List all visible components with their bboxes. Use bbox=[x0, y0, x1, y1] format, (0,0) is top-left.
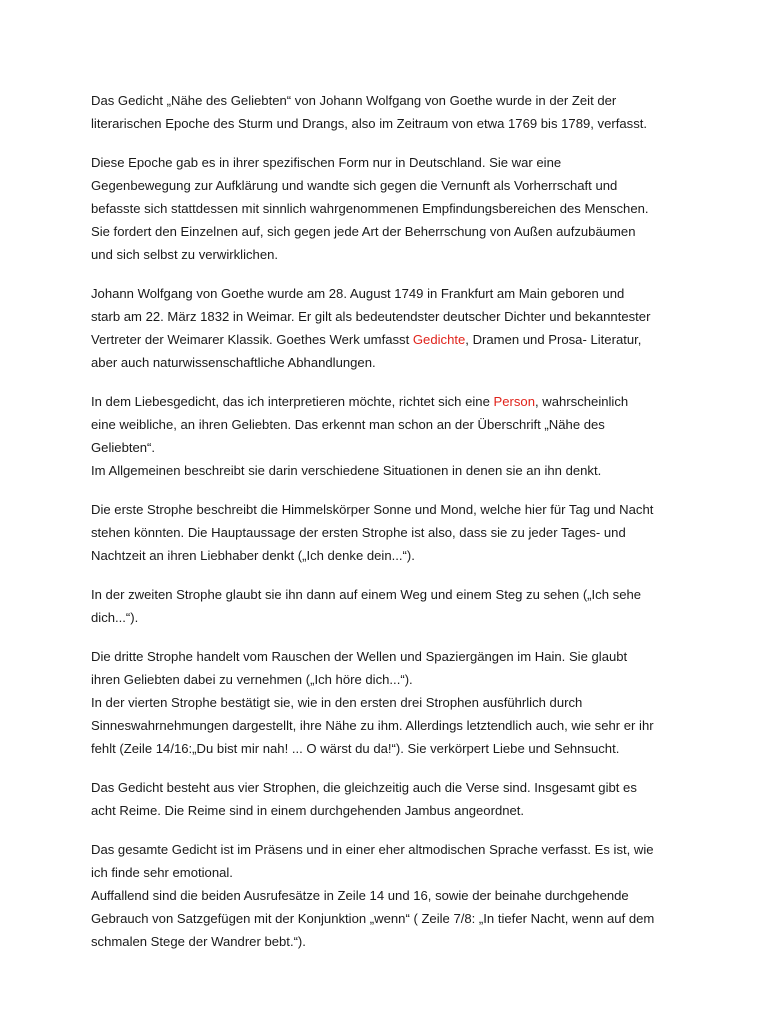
text-line: Das Gedicht besteht aus vier Strophen, die gleichzeitig auch die Verse sind. Insgesamt gibt es bbox=[91, 780, 637, 795]
text-line: fehlt (Zeile 14/16:„Du bist mir nah! ... O wärst du da!“). Sie verkörpert Liebe und Sehnsucht. bbox=[91, 741, 620, 756]
text-line: Die erste Strophe beschreibt die Himmelskörper Sonne und Mond, welche hier für Tag und Nacht bbox=[91, 502, 654, 517]
link-gedichte[interactable]: Gedichte bbox=[412, 332, 466, 347]
text-line: Die dritte Strophe handelt vom Rauschen der Wellen und Spaziergängen im Hain. Sie glaubt bbox=[91, 649, 628, 664]
text-line: In der vierten Strophe bestätigt sie, wie in den ersten drei Strophen ausführlich durch bbox=[91, 695, 583, 710]
text-line: Das gesamte Gedicht ist im Präsens und in einer eher altmodischen Sprache verfasst. Es ist, wie bbox=[91, 842, 654, 857]
text-line: ihren Geliebten dabei zu vernehmen („Ich höre dich...“). bbox=[91, 672, 413, 687]
text-line bbox=[91, 328, 691, 351]
text-line: befasste sich stattdessen mit sinnlich wahrgenommenen Empfindungsbereichen des Menschen. bbox=[91, 201, 649, 216]
text-line: Diese Epoche gab es in ihrer spezifischen Form nur in Deutschland. Sie war eine bbox=[91, 155, 562, 170]
text-line: Geliebten“. bbox=[91, 440, 156, 455]
text-segment: Vertreter der Weimarer Klassik. Goethes Werk umfasst bbox=[91, 332, 413, 347]
text-line: Gegenbewegung zur Aufklärung und wandte sich gegen die Vernunft als Vorherrschaft und bbox=[91, 178, 618, 193]
text-line: Gebrauch von Satzgefügen mit der Konjunktion „wenn“ ( Zeile 7/8: „In tiefer Nacht, wenn auf dem bbox=[91, 911, 655, 926]
text-line: In der zweiten Strophe glaubt sie ihn dann auf einem Weg und einem Steg zu sehen („Ich sehe bbox=[91, 587, 642, 602]
text-line: Sie fordert den Einzelnen auf, sich gegen jede Art der Beherrschung von Außen aufzubäumen bbox=[91, 224, 636, 239]
text-line: Im Allgemeinen beschreibt sie darin verschiedene Situationen in denen sie an ihn denkt. bbox=[91, 463, 602, 478]
text-line: Auffallend sind die beiden Ausrufesätze in Zeile 14 und 16, sowie der beinahe durchgehende bbox=[91, 888, 629, 903]
document-page bbox=[91, 89, 691, 969]
text-line: literarischen Epoche des Sturm und Drangs, also im Zeitraum von etwa 1769 bis 1789, verfasst. bbox=[91, 116, 648, 131]
text-line: Johann Wolfgang von Goethe wurde am 28. August 1749 in Frankfurt am Main geboren und bbox=[91, 286, 625, 301]
paragraph-first-stanza bbox=[91, 498, 691, 567]
text-line: ich finde sehr emotional. bbox=[91, 865, 233, 880]
text-line: eine weibliche, an ihren Geliebten. Das erkennt man schon an der Überschrift „Nähe des bbox=[91, 417, 605, 432]
paragraph-intro bbox=[91, 89, 691, 135]
text-line: stehen könnten. Die Hauptaussage der ersten Strophe ist also, dass sie zu jeder Tages- und bbox=[91, 525, 626, 540]
text-line: dich...“). bbox=[91, 610, 139, 625]
text-line: aber auch naturwissenschaftliche Abhandlungen. bbox=[91, 355, 376, 370]
text-line: Das Gedicht „Nähe des Geliebten“ von Johann Wolfgang von Goethe wurde in der Zeit der bbox=[91, 93, 617, 108]
text-line: starb am 22. März 1832 in Weimar. Er gilt als bedeutendster deutscher Dichter und bekanntester bbox=[91, 309, 651, 324]
paragraph-epoch bbox=[91, 151, 691, 266]
paragraph-third-fourth-stanza bbox=[91, 645, 691, 760]
paragraph-language bbox=[91, 838, 691, 953]
text-line: Nachtzeit an ihren Liebhaber denkt („Ich denke dein...“). bbox=[91, 548, 415, 563]
text-line: Sinneswahrnehmungen dargestellt, ihre Nähe zu ihm. Allerdings letztendlich auch, wie sehr er ihr bbox=[91, 718, 654, 733]
text-line: acht Reime. Die Reime sind in einem durchgehenden Jambus angeordnet. bbox=[91, 803, 525, 818]
text-line: schmalen Stege der Wandrer bebt.“). bbox=[91, 934, 306, 949]
paragraph-love-poem bbox=[91, 390, 691, 482]
text-line: und sich selbst zu verwirklichen. bbox=[91, 247, 279, 262]
link-person[interactable]: Person bbox=[493, 394, 535, 409]
paragraph-second-stanza bbox=[91, 583, 691, 629]
text-line bbox=[91, 390, 691, 413]
paragraph-biography bbox=[91, 282, 691, 374]
text-segment: , wahrscheinlich bbox=[535, 394, 629, 409]
text-segment: , Dramen und Prosa- Literatur, bbox=[465, 332, 642, 347]
text-segment: In dem Liebesgedicht, das ich interpretieren möchte, richtet sich eine bbox=[91, 394, 494, 409]
paragraph-structure bbox=[91, 776, 691, 822]
